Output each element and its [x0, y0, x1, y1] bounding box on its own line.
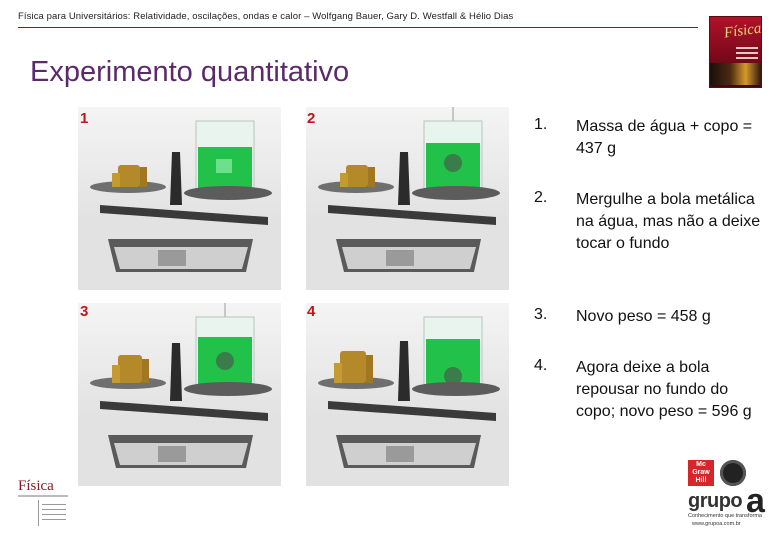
grupo-a-logo: grupo: [688, 490, 743, 512]
photo-number-4: 4: [307, 303, 316, 320]
book-cover-lines: [736, 47, 758, 62]
balance-illustration: [306, 107, 509, 290]
step-text-3: Novo peso = 458 g: [576, 308, 711, 325]
fisica-logo-underline: [18, 495, 68, 497]
seal-logo: [720, 460, 746, 486]
step-text-1: Massa de água + copo = 437 g: [576, 118, 753, 157]
header-citation: Física para Universitários: Relatividade, oscilações, ondas e calor – Wolfgang Bauer, Gary D. Westfall & Hélio Dias: [18, 11, 514, 22]
header-divider: [18, 27, 698, 28]
book-cover-title: Física: [722, 20, 763, 42]
step-number-4: 4.: [534, 357, 548, 374]
balance-photo-1: [78, 107, 281, 290]
grupo-a-tagline: Conhecimento que transforma: [688, 513, 762, 519]
balance-illustration: [306, 303, 509, 486]
fisica-logo-lines: [38, 500, 73, 526]
balance-illustration: [78, 107, 281, 290]
balance-illustration: [78, 303, 281, 486]
book-cover-image: [709, 16, 762, 88]
fisica-logo-word: Física: [18, 478, 54, 494]
step-text-4: Agora deixe a bola repousar no fundo do copo; novo peso = 596 g: [576, 359, 752, 420]
mcgraw-hill-logo: Mc Graw Hill: [688, 460, 714, 486]
photo-number-1: 1: [80, 110, 89, 127]
photo-number-2: 2: [307, 110, 316, 127]
balance-photo-3: [78, 303, 281, 486]
fisica-footer-logo: [14, 478, 78, 528]
step-number-2: 2.: [534, 189, 548, 206]
publisher-logos: [688, 460, 768, 530]
balance-photo-2: [306, 107, 509, 290]
book-cover-band: [710, 63, 761, 85]
photo-number-3: 3: [80, 303, 89, 320]
step-text-2: Mergulhe a bola metálica na água, mas não a deixe tocar o fundo: [576, 191, 761, 252]
step-number-3: 3.: [534, 306, 548, 323]
slide-title: Experimento quantitativo: [30, 56, 350, 88]
balance-photo-4: [306, 303, 509, 486]
grupo-a-letter: a: [746, 482, 765, 520]
step-number-1: 1.: [534, 116, 548, 133]
grupo-a-url: www.grupoa.com.br: [692, 521, 741, 527]
